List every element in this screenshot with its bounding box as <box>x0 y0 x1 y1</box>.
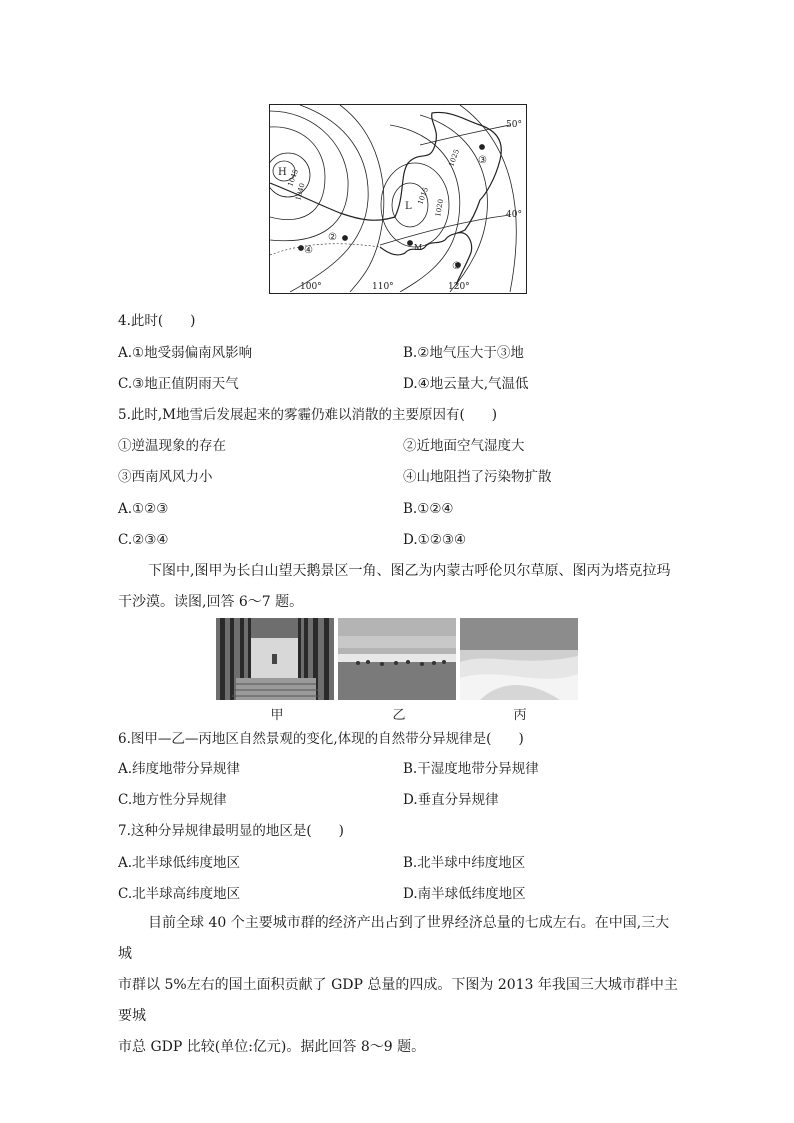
isobar-label: 1020 <box>434 198 446 218</box>
intro-6-7-line1: 下图中,图甲为长白山望天鹅景区一角、图乙为内蒙古呼伦贝尔草原、图丙为塔克拉玛 <box>148 563 671 579</box>
point-label-1: ① <box>452 261 461 272</box>
q4-option-a: A.①地受弱偏南风影响 <box>118 345 253 361</box>
coast-line <box>456 233 472 285</box>
q5-option-c: C.②③④ <box>118 532 169 548</box>
point-label-4: ④ <box>304 245 313 256</box>
q5-stem: 5.此时,M地雪后发展起来的雾霾仍难以消散的主要原因有( ) <box>118 407 498 423</box>
q6-option-a: A.纬度地带分异规律 <box>118 761 241 777</box>
longitude-label: 110° <box>372 282 394 292</box>
intro-8-9 <box>118 908 678 1063</box>
q4-option-c: C.③地正值阴雨天气 <box>118 376 239 392</box>
caption-bing: 丙 <box>513 708 527 723</box>
longitude-label: 100° <box>300 282 322 292</box>
photo-bing-desert <box>460 618 578 700</box>
q5-option-a: A.①②③ <box>118 501 169 517</box>
isobar-label: 1025 <box>447 148 461 168</box>
isobar-label: 1015 <box>416 186 430 206</box>
border-line <box>270 112 501 240</box>
point-label-3: ③ <box>478 155 487 166</box>
q5-statement-3: ③西南风风力小 <box>118 469 213 485</box>
isobar-label: 1040 <box>294 182 307 202</box>
photo-yi-grassland <box>338 618 456 700</box>
caption-jia: 甲 <box>270 708 284 723</box>
intro-8-9-line1: 目前全球 40 个主要城市群的经济产出占到了世界经济总量的七成左右。在中国,三大城 <box>118 915 670 962</box>
q5-statement-4: ④山地阻挡了污染物扩散 <box>403 469 552 485</box>
high-pressure-label: H <box>278 167 287 178</box>
latitude-label: 40° <box>506 210 522 220</box>
point-marker <box>343 236 348 241</box>
q6-option-c: C.地方性分异规律 <box>118 792 227 808</box>
q7-option-b: B.北半球中纬度地区 <box>403 855 526 871</box>
q6-option-d: D.垂直分异规律 <box>403 792 499 808</box>
q5-statement-2: ②近地面空气湿度大 <box>403 438 525 454</box>
isobar-map-svg <box>270 105 525 292</box>
intro-8-9-line3: 市总 GDP 比较(单位:亿元)。据此回答 8～9 题。 <box>118 1039 426 1055</box>
boundary-line <box>270 244 380 255</box>
point-marker <box>299 246 304 251</box>
latitude-label: 50° <box>506 120 522 130</box>
point-label-2: ② <box>328 232 337 243</box>
q4-option-d: D.④地云量大,气温低 <box>403 376 529 392</box>
q7-option-d: D.南半球低纬度地区 <box>403 886 526 902</box>
isobar-line <box>390 125 460 292</box>
longitude-label: 120° <box>448 282 470 292</box>
point-marker <box>408 241 413 246</box>
q5-option-d: D.①②③④ <box>403 532 467 548</box>
low-pressure-label: L <box>405 201 412 212</box>
point-marker <box>480 145 485 150</box>
q7-option-a: A.北半球低纬度地区 <box>118 855 241 871</box>
q6-option-b: B.干湿度地带分异规律 <box>403 761 539 777</box>
photo-jia-forest <box>216 618 334 700</box>
q4-option-b: B.②地气压大于③地 <box>403 345 524 361</box>
point-label-m: M <box>414 243 423 252</box>
isobar-label: 1045 <box>286 168 300 188</box>
caption-yi: 乙 <box>392 708 406 723</box>
q5-option-b: B.①②④ <box>403 501 454 517</box>
isobar-line <box>460 105 516 292</box>
q4-stem: 4.此时( ) <box>118 313 196 329</box>
q7-option-c: C.北半球高纬度地区 <box>118 886 241 902</box>
isobar-map <box>269 104 527 294</box>
intro-6-7 <box>118 556 678 618</box>
q6-stem: 6.图甲—乙—丙地区自然景观的变化,体现的自然带分异规律是( ) <box>118 731 524 747</box>
q5-statement-1: ①逆温现象的存在 <box>118 438 226 454</box>
intro-8-9-line2: 市群以 5%左右的国土面积贡献了 GDP 总量的四成。下图为 2013 年我国三大城市群中主要城 <box>118 977 678 1024</box>
q7-stem: 7.这种分异规律最明显的地区是( ) <box>118 823 344 839</box>
landscape-photos <box>216 618 578 700</box>
intro-6-7-line2: 干沙漠。读图,回答 6～7 题。 <box>118 594 304 610</box>
